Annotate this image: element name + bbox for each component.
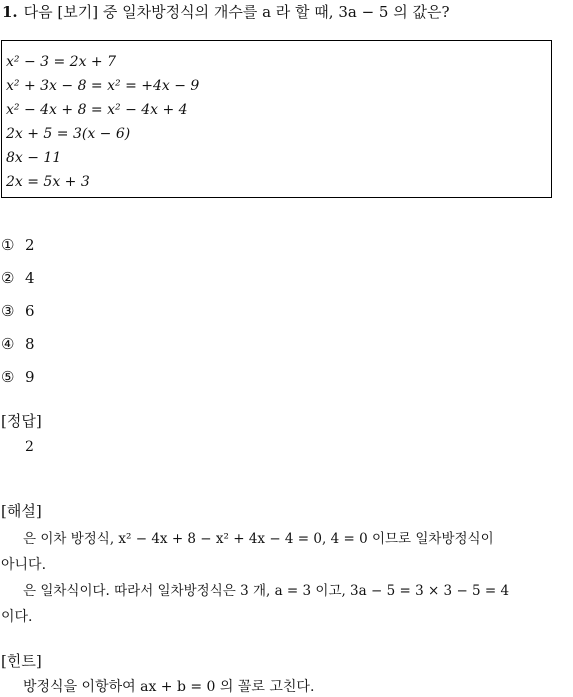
answer-value: 2 — [25, 439, 34, 455]
explanation-line-4: 이다. — [1, 609, 33, 625]
answer-label: [정답] — [1, 412, 42, 430]
choice-5[interactable] — [1, 367, 35, 387]
equation-1: x² − 3 = 2x + 7 — [6, 54, 117, 70]
hint-text: 방정식을 이항하여 ax + b = 0 의 꼴로 고친다. — [23, 679, 315, 695]
choice-1-mark: ① — [1, 236, 15, 254]
choice-4-value: 8 — [25, 335, 35, 353]
choice-3-value: 6 — [25, 302, 35, 320]
choice-1-value: 2 — [25, 236, 35, 254]
choice-4-mark: ④ — [1, 335, 15, 353]
choice-1[interactable] — [1, 235, 35, 255]
choice-2-mark: ② — [1, 269, 15, 287]
explanation-label: [해설] — [1, 502, 42, 520]
choice-3-mark: ③ — [1, 302, 15, 320]
equation-2: x² + 3x − 8 = x² = +4x − 9 — [6, 78, 200, 94]
choice-2[interactable] — [1, 268, 35, 288]
hint-label: [힌트] — [1, 652, 42, 670]
equation-5: 8x − 11 — [6, 150, 62, 166]
explanation-line-1: 은 이차 방정식, x² − 4x + 8 − x² + 4x − 4 = 0, 4 = 0 이므로 일차방정식이 — [23, 531, 494, 547]
explanation-line-3: 은 일차식이다. 따라서 일차방정식은 3 개, a = 3 이고, 3a − 5 = 3 × 3 − 5 = 4 — [23, 583, 510, 599]
choice-2-value: 4 — [25, 269, 35, 287]
question-text: 다음 [보기] 중 일차방정식의 개수를 a 라 할 때, 3a − 5 의 값은? — [23, 3, 450, 21]
choice-4[interactable] — [1, 334, 35, 354]
equation-3: x² − 4x + 8 = x² − 4x + 4 — [6, 102, 188, 118]
explanation-line-2: 아니다. — [1, 557, 47, 573]
choice-5-mark: ⑤ — [1, 368, 15, 386]
equation-6: 2x = 5x + 3 — [6, 174, 90, 190]
question-title — [2, 2, 450, 22]
choice-5-value: 9 — [25, 368, 35, 386]
question-number: 1. — [2, 3, 18, 21]
equation-4: 2x + 5 = 3(x − 6) — [6, 126, 131, 142]
choice-3[interactable] — [1, 301, 35, 321]
